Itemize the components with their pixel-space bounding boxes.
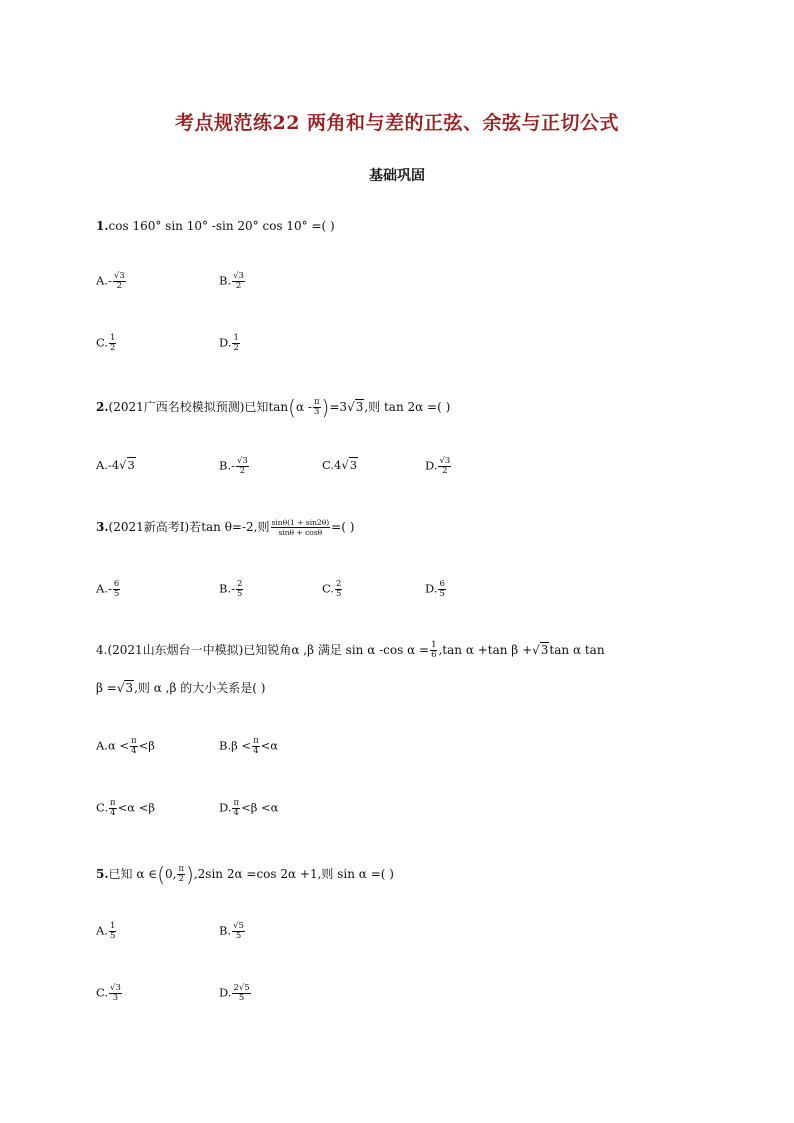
option-b[interactable] xyxy=(219,580,244,599)
option-letter: C. xyxy=(96,800,109,815)
fraction-denominator: 2 xyxy=(116,281,122,291)
option-a[interactable] xyxy=(96,922,117,941)
left-paren: ( xyxy=(157,862,165,887)
option-d[interactable] xyxy=(219,334,241,353)
fraction-numerator: √5 xyxy=(233,921,244,931)
question-source: (2021山东烟台一中模拟)已知锐角 xyxy=(107,643,292,657)
fraction xyxy=(113,272,126,291)
option-a[interactable] xyxy=(96,580,121,599)
fraction xyxy=(232,334,239,353)
fraction xyxy=(109,799,117,818)
fraction xyxy=(232,799,240,818)
question-source: 已知 xyxy=(108,867,133,881)
question-number: 1. xyxy=(96,219,109,233)
option-a[interactable] xyxy=(96,737,155,756)
fraction-denominator: 4 xyxy=(233,808,239,818)
fraction-numerator: 2 xyxy=(336,579,342,589)
math-text: ,tan α +tan β + xyxy=(438,643,533,657)
option-a[interactable] xyxy=(96,272,127,291)
sqrt-radicand: 3 xyxy=(125,681,134,695)
option-d[interactable] xyxy=(425,457,452,476)
fraction-numerator: 1 xyxy=(431,640,437,650)
option-c[interactable]: C.4√3 xyxy=(322,458,358,472)
fraction xyxy=(113,580,120,599)
fraction xyxy=(177,865,185,884)
option-sign: - xyxy=(231,581,235,596)
math-text: α < xyxy=(107,738,130,753)
option-d[interactable] xyxy=(425,580,447,599)
fraction xyxy=(335,580,342,599)
fraction xyxy=(232,984,250,1003)
fraction-denominator: 5 xyxy=(238,993,245,1003)
option-c[interactable] xyxy=(96,334,117,353)
fraction xyxy=(236,457,249,476)
fraction-numerator: 2 xyxy=(237,579,243,589)
fraction-numerator: 2√5 xyxy=(233,983,250,993)
option-letter: A. xyxy=(96,923,108,938)
fraction-denominator: 3 xyxy=(314,407,320,417)
option-sign: - xyxy=(107,273,112,288)
option-letter: B. xyxy=(219,923,232,938)
question-number: 2. xyxy=(96,400,109,414)
option-letter: B. xyxy=(219,738,232,753)
fraction-numerator: π xyxy=(313,397,320,407)
math-text: ,则 α ,β 的大小关系是( ) xyxy=(134,681,266,695)
option-letter: C. xyxy=(322,458,335,472)
fraction-denominator: 4 xyxy=(131,746,137,756)
math-text: -4 xyxy=(107,458,120,472)
fraction xyxy=(438,457,451,476)
question-stem: tan xyxy=(268,400,289,414)
option-letter: B. xyxy=(219,458,232,473)
option-letter: B. xyxy=(219,581,232,596)
fraction xyxy=(109,984,122,1003)
option-letter: C. xyxy=(322,581,335,596)
sqrt-radicand: 3 xyxy=(349,458,358,472)
question-5 xyxy=(96,862,394,887)
fraction xyxy=(109,334,116,353)
option-letter: D. xyxy=(219,985,232,1000)
fraction-numerator: √3 xyxy=(233,271,244,281)
math-text: =3 xyxy=(329,400,348,414)
fraction-denominator: 5 xyxy=(109,931,116,941)
question-stem: cos 160° sin 10° -sin 20° cos 10° =( ) xyxy=(108,219,335,233)
fraction-numerator: √3 xyxy=(110,983,121,993)
option-a[interactable]: A.-4√3 xyxy=(96,458,135,472)
fraction xyxy=(236,580,243,599)
math-text: β < xyxy=(231,738,252,753)
math-text: <β xyxy=(138,738,155,753)
option-letter: B. xyxy=(219,273,232,288)
fraction-numerator: √3 xyxy=(439,456,451,466)
fraction-numerator: sinθ(1 + sin2θ) xyxy=(271,518,330,527)
option-letter: D. xyxy=(425,458,438,473)
fraction-denominator: 5 xyxy=(237,589,243,599)
fraction xyxy=(430,641,437,660)
fraction-denominator: 4 xyxy=(110,808,116,818)
fraction-numerator: 1 xyxy=(109,921,116,931)
right-paren: ) xyxy=(321,395,330,420)
fraction-numerator: π xyxy=(233,798,240,808)
fraction-numerator: √3 xyxy=(237,456,248,466)
fraction-denominator: 2 xyxy=(233,343,239,353)
fraction xyxy=(252,737,260,756)
option-d[interactable] xyxy=(219,984,252,1003)
math-text: <β <α xyxy=(241,800,279,815)
math-text: α - xyxy=(295,400,312,414)
fraction xyxy=(313,398,321,417)
fraction-numerator: π xyxy=(253,736,259,746)
question-2: 2.(2021广西名校模拟预测)已知tan(α - $\frac{\pi}{3}$ )=3√3,则 tan 2α =( ) xyxy=(96,395,451,420)
fraction-denominator: 5 xyxy=(336,589,342,599)
option-c[interactable] xyxy=(322,580,343,599)
fraction-denominator: 3 xyxy=(112,993,119,1003)
question-number: 4. xyxy=(96,643,108,657)
fraction-denominator: 2 xyxy=(110,343,116,353)
fraction-denominator: 2 xyxy=(178,874,184,884)
question-number: 5. xyxy=(96,867,109,881)
left-paren: ( xyxy=(288,395,296,420)
option-letter: A. xyxy=(96,273,108,288)
fraction-denominator: 2 xyxy=(235,281,242,291)
fraction xyxy=(130,737,138,756)
question-1 xyxy=(96,218,335,234)
question-source: (2021新高考Ⅰ)若 xyxy=(108,520,202,534)
math-text: β = xyxy=(96,681,117,695)
fraction-numerator: 1 xyxy=(233,333,239,343)
question-stem: α ,β 满足 sin α -cos α = xyxy=(291,643,430,657)
fraction xyxy=(232,922,245,941)
fraction-denominator: sinθ + cosθ xyxy=(278,528,323,537)
option-letter: A. xyxy=(96,581,108,596)
page-title: 考点规范练22 两角和与差的正弦、余弦与正切公式 xyxy=(174,112,620,134)
option-b[interactable] xyxy=(219,457,250,476)
fraction xyxy=(271,518,331,537)
right-paren: ) xyxy=(186,862,194,887)
fraction-numerator: π xyxy=(110,798,116,808)
fraction-denominator: 5 xyxy=(439,589,445,599)
option-sign: - xyxy=(231,458,235,473)
question-3 xyxy=(96,518,354,537)
option-sign: - xyxy=(107,581,112,596)
fraction-denominator: 4 xyxy=(253,746,259,756)
question-4-line-2: β =√3,则 α ,β 的大小关系是( ) xyxy=(96,681,266,695)
option-letter: C. xyxy=(96,335,109,350)
math-text: <α xyxy=(260,738,279,753)
option-letter: D. xyxy=(219,335,232,350)
fraction-numerator: π xyxy=(178,864,185,874)
fraction-denominator: 5 xyxy=(235,931,242,941)
fraction-numerator: √3 xyxy=(113,271,125,281)
sqrt-radicand: 3 xyxy=(127,458,135,472)
section-heading: 基础巩固 xyxy=(369,168,425,184)
question-stem: α ∈ xyxy=(136,867,158,881)
option-c[interactable] xyxy=(96,799,155,818)
math-text: ,2sin 2α =cos 2α +1,则 sin α =( ) xyxy=(193,867,394,881)
fraction-numerator: π xyxy=(131,736,137,746)
math-text: 0, xyxy=(165,867,177,881)
option-b[interactable] xyxy=(219,922,246,941)
sqrt-radicand: 3 xyxy=(540,643,549,657)
question-stem: tan θ=-2,则 xyxy=(201,520,270,534)
fraction-numerator: 6 xyxy=(439,579,445,589)
fraction-denominator: 2 xyxy=(239,466,246,476)
option-letter: A. xyxy=(96,458,108,472)
fraction-numerator: 6 xyxy=(113,579,120,589)
sqrt-radicand: 3 xyxy=(355,400,364,414)
option-d[interactable] xyxy=(219,799,278,818)
question-4: 4.(2021山东烟台一中模拟)已知锐角α ,β 满足 sin α -cos α = $\frac{1}{6}$ ,tan α +tan β +√3tan α tan xyxy=(96,640,605,660)
option-c[interactable] xyxy=(96,984,123,1003)
fraction-numerator: 1 xyxy=(110,333,116,343)
option-b[interactable] xyxy=(219,272,246,291)
fraction xyxy=(109,922,116,941)
math-text: <α <β xyxy=(117,800,155,815)
math-text: ,则 tan 2α =( ) xyxy=(364,400,451,414)
fraction-denominator: 6 xyxy=(431,650,437,660)
option-letter: D. xyxy=(219,800,232,815)
option-letter: C. xyxy=(96,985,109,1000)
fraction-denominator: 2 xyxy=(442,466,448,476)
option-letter: D. xyxy=(425,581,438,596)
fraction xyxy=(438,580,445,599)
question-number: 3. xyxy=(96,520,109,534)
fraction-denominator: 5 xyxy=(113,589,120,599)
question-source: (2021广西名校模拟预测)已知 xyxy=(108,400,269,414)
math-text: =( ) xyxy=(331,520,355,534)
fraction xyxy=(232,272,245,291)
option-letter: A. xyxy=(96,738,108,753)
option-b[interactable] xyxy=(219,737,278,756)
math-text: 4 xyxy=(334,458,342,472)
math-text: tan α tan xyxy=(549,643,605,657)
